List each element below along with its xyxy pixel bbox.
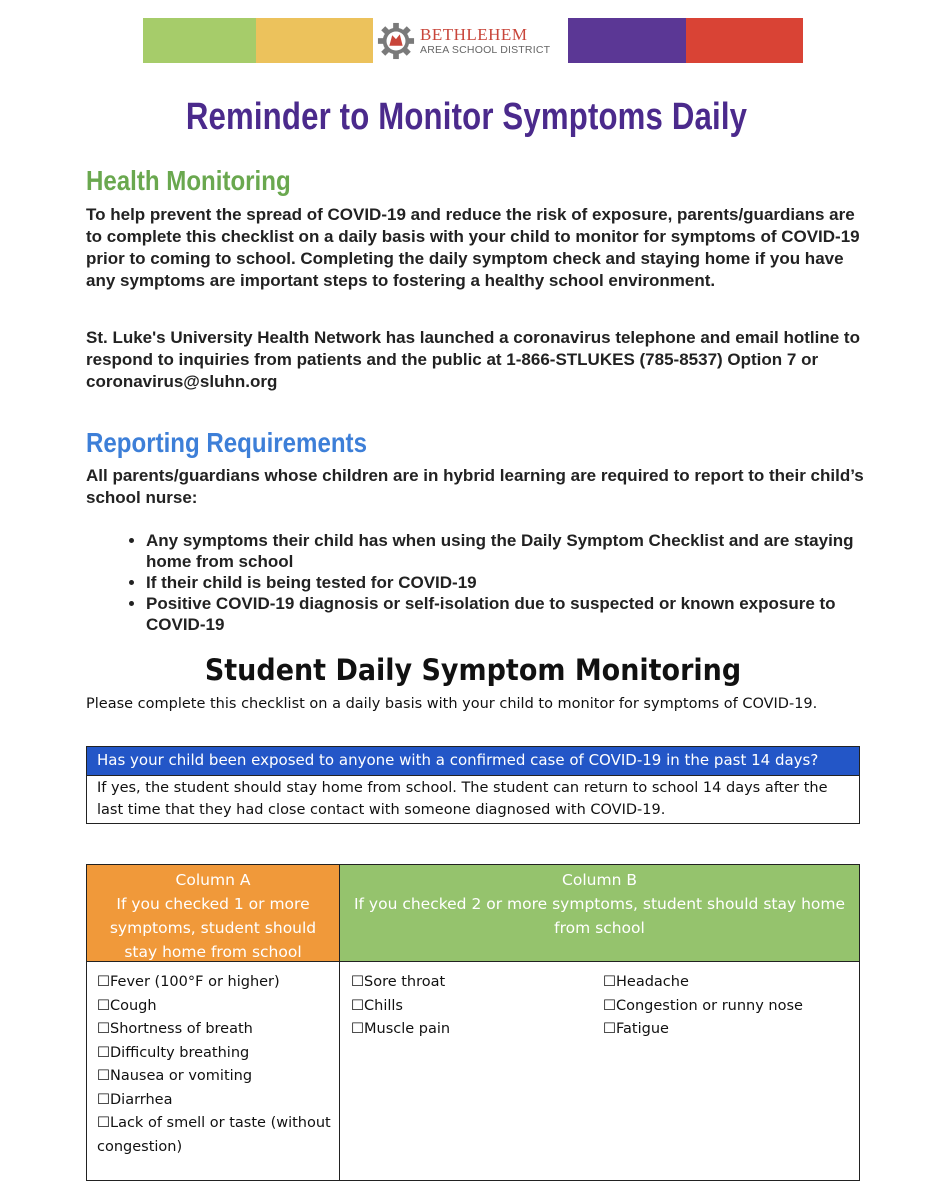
column-a-header [87, 865, 340, 962]
checkbox-icon[interactable]: ☐ [603, 974, 616, 990]
column-b-title: Column B [562, 871, 637, 889]
reporting-heading: Reporting Requirements [86, 427, 367, 458]
color-block-green [143, 18, 256, 63]
checkbox-icon[interactable]: ☐ [603, 1021, 616, 1037]
checkbox-icon[interactable]: ☐ [97, 1021, 110, 1037]
exposure-question: Has your child been exposed to anyone with a confirmed case of COVID-19 in the past 14 days? [87, 747, 859, 776]
symptom-label: Cough [110, 997, 157, 1014]
form-subtitle: Please complete this checklist on a daily basis with your child to monitor for symptoms of COVID-19. [86, 696, 818, 712]
symptom-label: Fever (100°F or higher) [110, 974, 280, 990]
symptom-sore-throat[interactable] [351, 971, 601, 995]
column-b-header [340, 865, 859, 962]
column-a-description: If you checked 1 or more symptoms, student should stay home from school [109, 895, 317, 961]
exposure-answer: If yes, the student should stay home from school. The student can return to school 14 days after the last time that they had close contact with someone diagnosed with COVID-19. [97, 780, 828, 818]
reporting-list [86, 530, 866, 635]
checkbox-icon[interactable]: ☐ [351, 974, 364, 990]
symptom-lack-of-smell[interactable] [97, 1112, 331, 1159]
symptom-label: Nausea or vomiting [110, 1068, 253, 1084]
symptom-fatigue[interactable] [603, 1018, 853, 1042]
symptom-label: Headache [616, 974, 689, 990]
list-item: • Any symptoms their child has when using the Daily Symptom Checklist and are staying home from school [146, 530, 866, 572]
health-paragraph: To help prevent the spread of COVID-19 and reduce the risk of exposure, parents/guardians are to complete this checklist on a daily basis with your child to monitor for symptoms of COVID-19 prior to coming to school. Completing the daily symptom check and staying home if you have any symptoms are important steps to fostering a healthy school environment. [86, 205, 860, 290]
checkbox-icon[interactable]: ☐ [603, 997, 616, 1014]
symptom-fever[interactable] [97, 971, 331, 995]
symptom-muscle-pain[interactable] [351, 1018, 601, 1042]
reporting-intro: All parents/guardians whose children are in hybrid learning are required to report to their child’s school nurse: [86, 466, 864, 507]
symptom-label: Diarrhea [110, 1091, 173, 1108]
symptom-label: Lack of smell or taste (without congestion) [97, 1115, 331, 1155]
checkbox-icon[interactable]: ☐ [97, 1091, 110, 1108]
column-b-list-left [351, 962, 601, 1042]
column-a-list [87, 962, 340, 1180]
logo-subtitle: AREA SCHOOL DISTRICT [420, 43, 551, 56]
symptom-label: Fatigue [616, 1021, 669, 1037]
symptom-cough[interactable] [97, 995, 331, 1019]
checkbox-icon[interactable]: ☐ [97, 1068, 110, 1084]
checkbox-icon[interactable]: ☐ [97, 1115, 110, 1131]
color-block-red [686, 18, 803, 63]
header-banner [143, 18, 803, 63]
form-title: Student Daily Symptom Monitoring [204, 653, 742, 687]
column-b-list-right [603, 962, 853, 1042]
symptom-nausea[interactable] [97, 1065, 331, 1089]
checkbox-icon[interactable]: ☐ [97, 1044, 110, 1061]
color-block-purple [568, 18, 686, 63]
symptom-difficulty-breathing[interactable] [97, 1042, 331, 1066]
page-title: Reminder to Monitor Symptoms Daily [185, 96, 748, 138]
symptom-label: Shortness of breath [110, 1021, 253, 1037]
symptom-shortness-of-breath[interactable] [97, 1018, 331, 1042]
color-block-yellow [256, 18, 373, 63]
symptom-label: Muscle pain [364, 1021, 451, 1037]
column-b-description: If you checked 2 or more symptoms, student should stay home from school [353, 895, 846, 937]
symptom-chills[interactable] [351, 995, 601, 1019]
checkbox-icon[interactable]: ☐ [97, 997, 110, 1014]
gear-logo-icon [377, 22, 415, 60]
health-monitoring-heading: Health Monitoring [86, 165, 291, 196]
symptom-congestion[interactable] [603, 995, 853, 1019]
symptom-label: Chills [364, 997, 403, 1014]
symptom-label: Sore throat [364, 974, 446, 990]
column-a-title: Column A [175, 871, 251, 889]
symptom-headache[interactable] [603, 971, 853, 995]
symptom-table [86, 864, 860, 1181]
checkbox-icon[interactable]: ☐ [351, 1021, 364, 1037]
symptom-label: Congestion or runny nose [616, 997, 803, 1014]
checkbox-icon[interactable]: ☐ [97, 974, 110, 990]
hotline-paragraph: St. Luke's University Health Network has launched a coronavirus telephone and email hotline to respond to inquiries from patients and the public at 1-866-STLUKES (785-8537) Option 7 or coronavirus@sluhn.org [86, 328, 860, 391]
list-item: • If their child is being tested for COVID-19 [146, 572, 866, 593]
exposure-box [86, 746, 860, 824]
logo-name: BETHLEHEM [420, 24, 528, 44]
symptom-label: Difficulty breathing [110, 1044, 250, 1061]
symptom-diarrhea[interactable] [97, 1089, 331, 1113]
district-logo [375, 18, 566, 63]
checkbox-icon[interactable]: ☐ [351, 997, 364, 1014]
list-item: • Positive COVID-19 diagnosis or self-isolation due to suspected or known exposure to COVID-19 [146, 593, 866, 635]
